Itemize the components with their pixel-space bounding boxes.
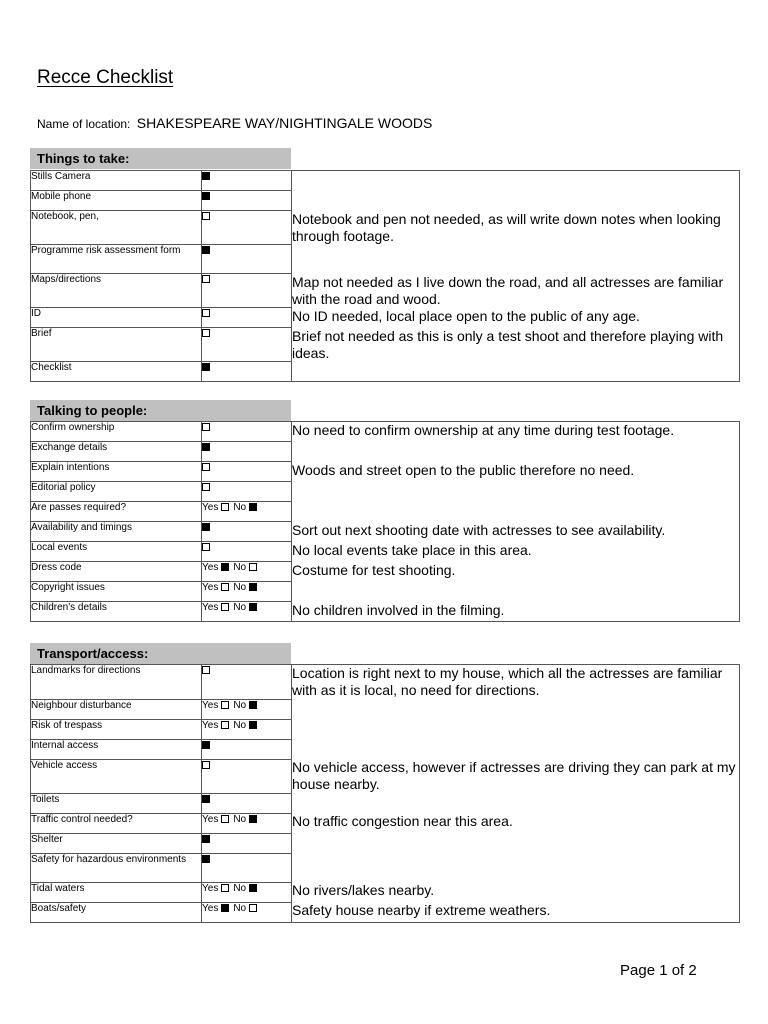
item-check-cell [202,602,292,622]
item-note: No vehicle access, however if actresses are driving they can park at my house nearby. [292,759,740,793]
table-row [31,562,740,582]
item-note: Costume for test shooting. [292,562,740,582]
item-check-cell [202,699,292,719]
table-row [31,853,740,882]
item-checkbox[interactable] [202,483,210,491]
item-note: Woods and street open to the public therefore no need. [292,462,740,482]
item-label: Availability and timings [31,522,202,542]
item-note: No traffic congestion near this area. [292,813,740,833]
table-row [31,699,740,719]
table-row [31,442,740,462]
item-checkbox[interactable] [202,443,210,451]
item-note: No need to confirm ownership at any time during test footage. [292,422,740,442]
table-row [31,522,740,542]
item-label: Explain intentions [31,462,202,482]
item-checkbox[interactable] [202,463,210,471]
item-checkbox[interactable] [202,172,210,180]
item-check-cell [202,719,292,739]
yes-label: Yes [202,502,219,513]
yes-checkbox[interactable] [221,701,229,709]
yes-checkbox[interactable] [221,904,229,912]
item-check-cell [202,462,292,482]
table-row [31,719,740,739]
location-line [37,115,432,131]
table-row [31,793,740,813]
table-row [31,171,740,191]
yes-label: Yes [202,813,219,825]
item-note [292,793,740,813]
yes-label: Yes [202,562,219,573]
item-check-cell [202,245,292,274]
item-check-cell [202,362,292,382]
item-checkbox[interactable] [202,275,210,283]
table-row [31,462,740,482]
item-note [292,191,740,211]
table-row [31,602,740,622]
page-title: Recce Checklist [37,67,174,88]
section-heading-transport-access: Transport/access: [30,643,291,664]
item-note: No children involved in the filming. [292,602,740,622]
item-check-cell [202,274,292,308]
transport-access-table [30,664,740,923]
item-label: Exchange details [31,442,202,462]
item-label: Risk of trespass [31,719,202,739]
table-row [31,308,740,328]
item-label: Editorial policy [31,482,202,502]
item-note [292,853,740,882]
item-label: Maps/directions [31,274,202,308]
item-note [292,442,740,462]
item-checkbox[interactable] [202,761,210,769]
table-row [31,502,740,522]
table-row [31,328,740,362]
item-note [292,739,740,759]
yes-checkbox[interactable] [221,563,229,571]
things-to-take-table [30,170,740,382]
item-label: Shelter [31,833,202,853]
yes-label: Yes [202,602,219,613]
yes-label: Yes [202,582,219,593]
no-checkbox[interactable] [249,563,257,571]
yes-label: Yes [202,719,219,731]
no-label: No [233,882,247,894]
no-checkbox[interactable] [249,701,257,709]
item-note [292,482,740,502]
item-label: Traffic control needed? [31,813,202,833]
item-note [292,245,740,274]
table-row [31,813,740,833]
no-checkbox[interactable] [249,884,257,892]
item-check-cell [202,582,292,602]
no-label: No [233,813,247,825]
talking-to-people-table [30,421,740,622]
item-check-cell [202,482,292,502]
item-check-cell [202,882,292,902]
item-checkbox[interactable] [202,835,210,843]
no-label: No [233,902,247,914]
item-check-cell [202,739,292,759]
item-label: ID [31,308,202,328]
item-checkbox[interactable] [202,192,210,200]
location-value: SHAKESPEARE WAY/NIGHTINGALE WOODS [136,115,433,131]
item-check-cell [202,665,292,700]
item-note: No ID needed, local place open to the public of any age. [292,308,740,328]
no-label: No [233,602,247,613]
item-label: Children's details [31,602,202,622]
item-label: Vehicle access [31,759,202,793]
no-label: No [233,582,247,593]
no-label: No [233,719,247,731]
item-check-cell [202,522,292,542]
item-check-cell [202,562,292,582]
item-checkbox[interactable] [202,666,210,674]
item-check-cell [202,308,292,328]
item-checkbox[interactable] [202,543,210,551]
item-checkbox[interactable] [202,523,210,531]
item-note: Location is right next to my house, which all the actresses are familiar with as it is local, no need for directions. [292,665,740,700]
item-note [292,171,740,191]
item-checkbox[interactable] [202,329,210,337]
item-check-cell [202,833,292,853]
item-checkbox[interactable] [202,246,210,254]
table-row [31,362,740,382]
item-label: Copyright issues [31,582,202,602]
item-check-cell [202,902,292,922]
item-checkbox[interactable] [202,363,210,371]
item-label: Checklist [31,362,202,382]
section-heading-talking-to-people: Talking to people: [30,400,291,421]
item-note [292,502,740,522]
yes-checkbox[interactable] [221,583,229,591]
page-number: Page 1 of 2 [620,962,697,979]
item-check-cell [202,542,292,562]
table-row [31,582,740,602]
table-row [31,422,740,442]
yes-label: Yes [202,882,219,894]
item-note: No local events take place in this area. [292,542,740,562]
table-row [31,665,740,700]
table-row [31,191,740,211]
table-row [31,482,740,502]
item-note [292,699,740,719]
item-note: Sort out next shooting date with actresses to see availability. [292,522,740,542]
table-row [31,211,740,245]
item-note: No rivers/lakes nearby. [292,882,740,902]
yes-checkbox[interactable] [221,884,229,892]
table-row [31,759,740,793]
item-label: Brief [31,328,202,362]
no-checkbox[interactable] [249,904,257,912]
item-label: Stills Camera [31,171,202,191]
item-label: Safety for hazardous environments [31,853,202,882]
item-label: Mobile phone [31,191,202,211]
table-row [31,245,740,274]
item-note: Notebook and pen not needed, as will write down notes when looking through footage. [292,211,740,245]
no-checkbox[interactable] [249,815,257,823]
item-check-cell [202,422,292,442]
item-label: Boats/safety [31,902,202,922]
item-checkbox[interactable] [202,855,210,863]
item-check-cell [202,793,292,813]
item-note [292,833,740,853]
yes-checkbox[interactable] [221,721,229,729]
item-check-cell [202,853,292,882]
yes-label: Yes [202,699,219,711]
yes-label: Yes [202,902,219,914]
item-check-cell [202,813,292,833]
item-checkbox[interactable] [202,741,210,749]
table-row [31,902,740,922]
item-note [292,719,740,739]
item-label: Toilets [31,793,202,813]
no-checkbox[interactable] [249,603,257,611]
no-checkbox[interactable] [249,503,257,511]
yes-checkbox[interactable] [221,815,229,823]
item-label: Landmarks for directions [31,665,202,700]
item-label: Internal access [31,739,202,759]
no-label: No [233,562,247,573]
no-label: No [233,502,247,513]
item-label: Programme risk assessment form [31,245,202,274]
item-label: Local events [31,542,202,562]
table-row [31,882,740,902]
table-row [31,739,740,759]
item-label: Notebook, pen, [31,211,202,245]
item-note [292,362,740,382]
item-checkbox[interactable] [202,423,210,431]
table-row [31,274,740,308]
item-checkbox[interactable] [202,212,210,220]
item-note: Map not needed as I live down the road, and all actresses are familiar with the road and wood. [292,274,740,308]
item-check-cell [202,211,292,245]
no-checkbox[interactable] [249,583,257,591]
item-check-cell [202,191,292,211]
no-label: No [233,699,247,711]
item-check-cell [202,171,292,191]
item-label: Neighbour disturbance [31,699,202,719]
table-row [31,542,740,562]
location-label: Name of location: [37,117,131,131]
yes-checkbox[interactable] [221,503,229,511]
item-label: Are passes required? [31,502,202,522]
item-checkbox[interactable] [202,795,210,803]
table-row [31,833,740,853]
item-check-cell [202,759,292,793]
item-note: Brief not needed as this is only a test shoot and therefore playing with ideas. [292,328,740,362]
no-checkbox[interactable] [249,721,257,729]
item-label: Confirm ownership [31,422,202,442]
section-heading-things-to-take: Things to take: [30,148,291,169]
yes-checkbox[interactable] [221,603,229,611]
item-note [292,582,740,602]
item-note: Safety house nearby if extreme weathers. [292,902,740,922]
item-check-cell [202,328,292,362]
item-label: Dress code [31,562,202,582]
item-checkbox[interactable] [202,309,210,317]
item-check-cell [202,442,292,462]
item-label: Tidal waters [31,882,202,902]
item-check-cell [202,502,292,522]
